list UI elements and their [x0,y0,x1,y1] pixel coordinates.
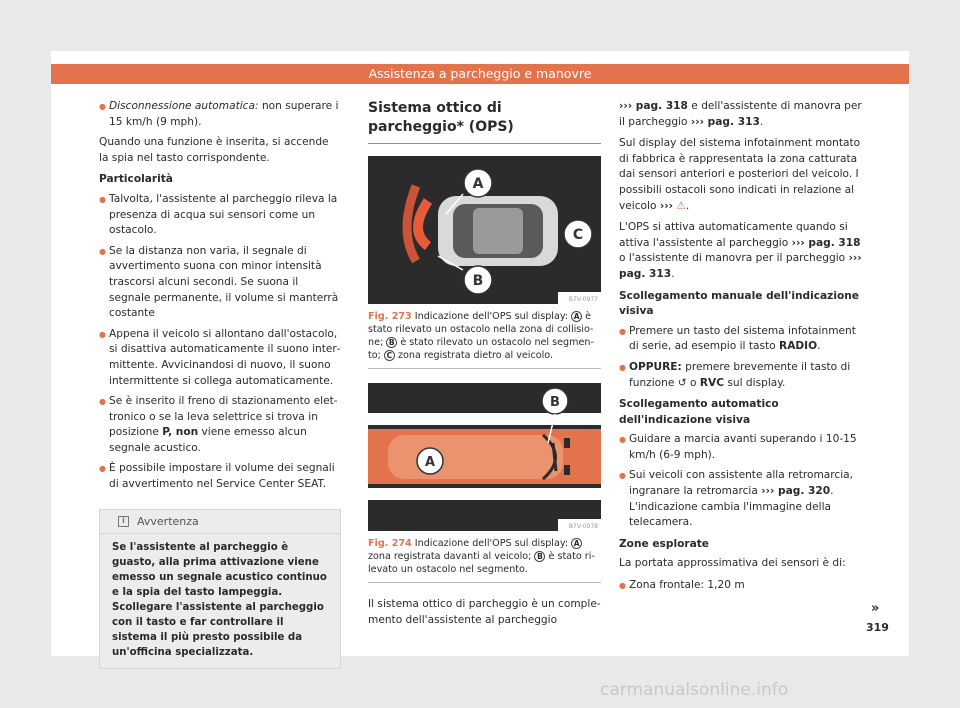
fig273-code: B7V-0977 [568,296,598,303]
fig273-label-a: A [472,176,484,192]
page-number: 319 [866,621,889,634]
bullet-volume: ● È possibile impostare il volume dei segnali di avvertimento nel Service Center SEAT. [99,461,341,492]
subheading-auto-off: Scollegamento automatico dell'indicazione visiva [619,398,779,426]
bullet-auto-disconnect: ● Disconnessione automatica: non superare i 15 km/h (9 mph). [99,99,341,130]
column-middle [368,99,601,634]
link-pag-318-b[interactable]: ››› pag. 318 [791,236,861,249]
note-box [99,509,341,670]
ops-front-image [368,383,601,531]
bullet-moving-away: ● Appena il veicolo si allontano dall'ostacolo, si disattiva automaticamente il suono intermittente. Avvicinandosi di nuovo, il suono intermittente si collega automaticamente. [99,327,341,389]
bullet-reverse: ● Sui veicoli con assistente alla retromarcia, ingranare la retromarcia ››› pag. 320. L'indicazione cambia l'immagine della telecamera. [619,468,862,530]
paragraph-ops-activation: L'OPS si attiva automaticamente quando si attiva l'assistente al parcheggio ››› pag. 318 o l'assistente di manovra per il parcheggio ››› pag. 313. [619,221,862,280]
section-title: Sistema ottico di parcheggio* (OPS) [368,99,601,144]
fig274-code: B7V-0978 [568,523,598,530]
fig274-label-a: A [424,455,436,470]
column-right [619,99,862,599]
bullet-drive-forward: ● Guidare a marcia avanti superando i 10-15 km/h (6-9 mph). [619,432,862,463]
bullet-parking-brake: ● Se è inserito il freno di stazionamento elettronico o se la leva selettrice si trova in posizione P, non viene emesso alcun segnale acustico. [99,394,341,456]
link-pag-313[interactable]: ››› pag. 313 [690,115,760,128]
rvc-key-label: RVC [699,376,724,389]
subheading-manual-off: Scollegamento manuale dell'indicazione visiva [619,289,859,318]
paragraph-ops-intro: Il sistema ottico di parcheggio è un complemento dell'assistente al parcheggio [368,598,601,626]
subheading-particolarita: Particolarità [99,173,173,186]
bullet-distance: ● Se la distanza non varia, il segnale di avvertimento suona con minor intensità trascorsi alcuni secondi. Se suona il segnale permanente, il volume si manterrà costante [99,244,341,322]
fig274-label-b: B [550,395,560,410]
link-pag-318[interactable]: ››› pag. 318 [619,100,688,112]
parking-function-icon: ↺ [677,376,687,389]
paragraph-display: Sul display del sistema infotainment montato di fabbrica è rappresentata la zona catturata dai sensori anteriori e posteriori del veicolo. I possibili ostacoli sono indicati in relazione al veicolo ››› ⚠. [619,137,861,212]
paragraph-range: La portata approssimativa dei sensori è di: [619,557,846,570]
note-body: Se l'assistente al parcheggio è guasto, alla prima attivazione viene emesso un segnale acustico continuo e la spia del tasto lampeggia. Scollegare l'assistente al parcheggio con il tasto e far controllare il sistema il più presto possibile da un'officina specializzata. [112,542,327,659]
subheading-zones: Zone esplorate [619,537,709,550]
bullet-press-key: ● Premere un tasto del sistema infotainment di serie, ad esempio il tasto RADIO. [619,324,862,355]
figure-274 [368,383,601,583]
column-left [99,99,341,669]
radio-key-label: RADIO [779,340,818,353]
paragraph-function-lamp: Quando una funzione è inserita, si accende la spia nel tasto corrispondente. [99,136,329,164]
fig273-label-b: B [472,273,484,289]
paragraph-references: ››› pag. 318 e dell'assistente di manovra per il parcheggio ››› pag. 313. [619,100,862,128]
footer-watermark: carmanualsonline.info [600,680,789,700]
manual-page [51,51,909,659]
info-icon: i [118,516,129,527]
link-pag-320[interactable]: ››› pag. 320 [761,485,831,498]
bullet-front-zone: ● Zona frontale: 1,20 m [619,578,862,594]
note-header: i Avvertenza [100,510,340,535]
figure-274-caption: Fig. 274 Indicazione dell'OPS sul display: A zona registrata davanti al veicolo; B è stato rilevato un ostacolo nel segmento. [368,531,601,583]
link-pag-313-b[interactable]: ››› pag. 313 [619,252,862,280]
warning-icon: ⚠ [676,199,686,212]
ops-rear-image [368,156,601,304]
link-warning[interactable]: ››› [659,199,673,212]
figure-273 [368,156,601,369]
continue-mark: » [871,601,880,616]
figure-273-caption: Fig. 273 Indicazione dell'OPS sul display: A è stato rilevato un ostacolo nella zona di collisione; B è stato rilevato un ostacolo nel segmento; C zona registrata dietro al veicolo. [368,304,601,369]
page-header: Assistenza a parcheggio e manovre [51,64,909,84]
bullet-water: ● Talvolta, l'assistente al parcheggio rileva la presenza di acqua sui sensori come un ostacolo. [99,192,341,239]
fig273-label-c: C [572,227,584,243]
bullet-oppure: ● OPPURE: premere brevemente il tasto di funzione ↺ o RVC sul display. [619,360,862,391]
